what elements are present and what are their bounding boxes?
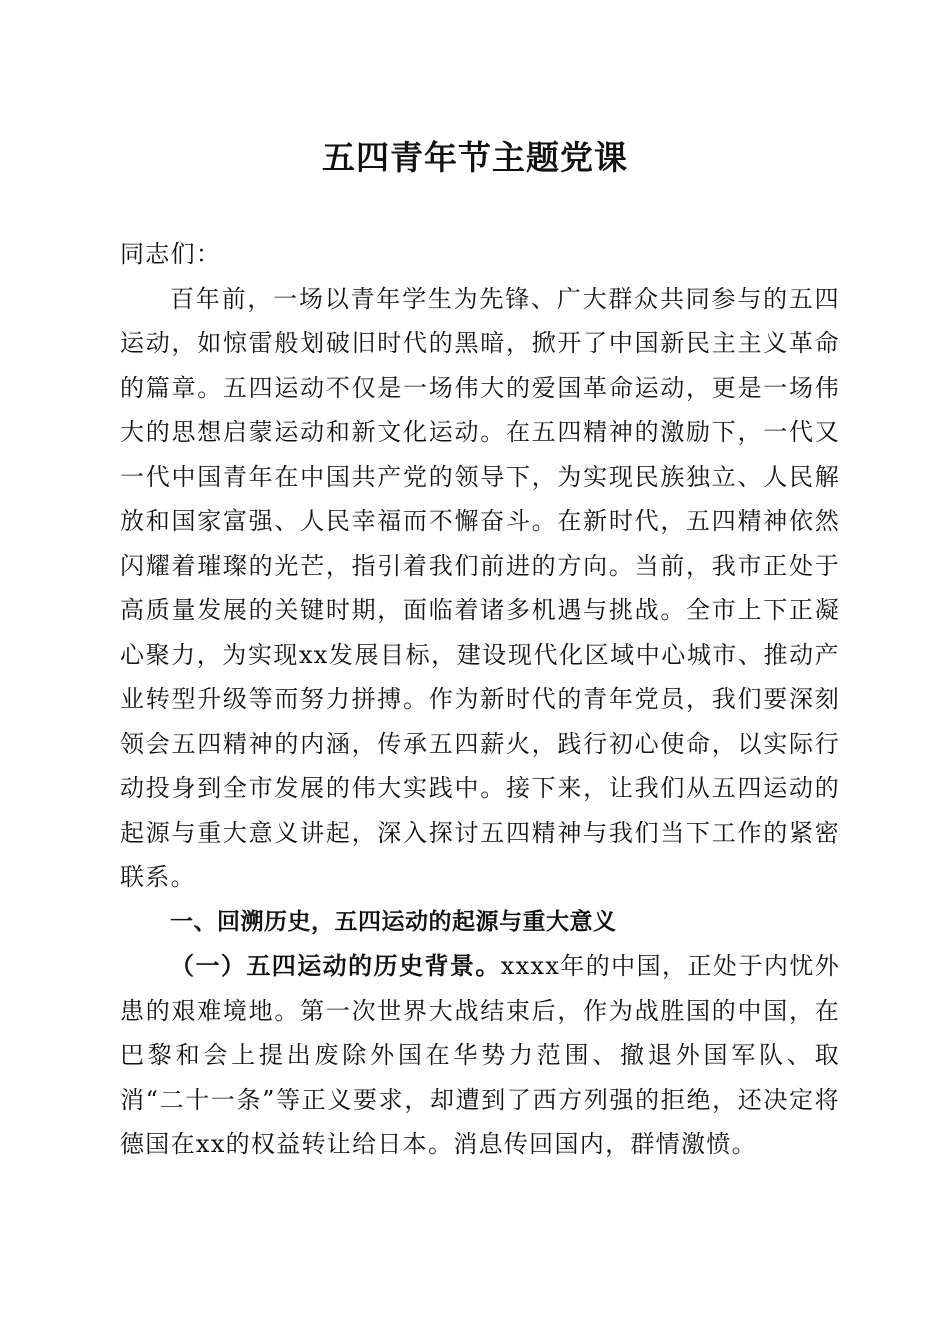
document-body — [120, 232, 840, 1167]
document-title: 五四青年节主题党课 — [322, 138, 628, 177]
intro-paragraph: 百年前，一场以青年学生为先锋、广大群众共同参与的五四运动，如惊雷般划破旧时代的黑暗，掀开了中国新民主主义革命的篇章。五四运动不仅是一场伟大的爱国革命运动，更是一场伟大的思想启蒙运动和新文化运动。在五四精神的激励下，一代又一代中国青年在中国共产党的领导下，为实现民族独立、人民解放和国家富强、人民幸福而不懈奋斗。在新时代，五四精神依然闪耀着璀璨的光芒，指引着我们前进的方向。当前，我市正处于高质量发展的关键时期，面临着诸多机遇与挑战。全市上下正凝心聚力，为实现xx发展目标，建设现代化区域中心城市、推动产业转型升级等而努力拼搏。作为新时代的青年党员，我们要深刻领会五四精神的内涵，传承五四薪火，践行初心使命，以实际行动投身到全市发展的伟大实践中。接下来，让我们从五四运动的起源与重大意义讲起，深入探讨五四精神与我们当下工作的紧密联系。 — [120, 284, 840, 891]
subsection-paragraph — [120, 944, 840, 1167]
subsection-heading: （一）五四运动的历史背景。 — [170, 951, 501, 980]
subsection-text: xxxx年的中国，正处于内忧外患的艰难境地。第一次世界大战结束后，作为战胜国的中国，在巴黎和会上提出废除外国在华势力范围、撤退外国军队、取消“二十一条”等正义要求，却遭到了西方列强的拒绝，还决定将德国在xx的权益转让给日本。消息传回国内，群情激愤。 — [120, 952, 841, 1158]
section-heading: 一、回溯历史，五四运动的起源与重大意义 — [170, 908, 617, 935]
salutation: 同志们： — [120, 240, 222, 268]
